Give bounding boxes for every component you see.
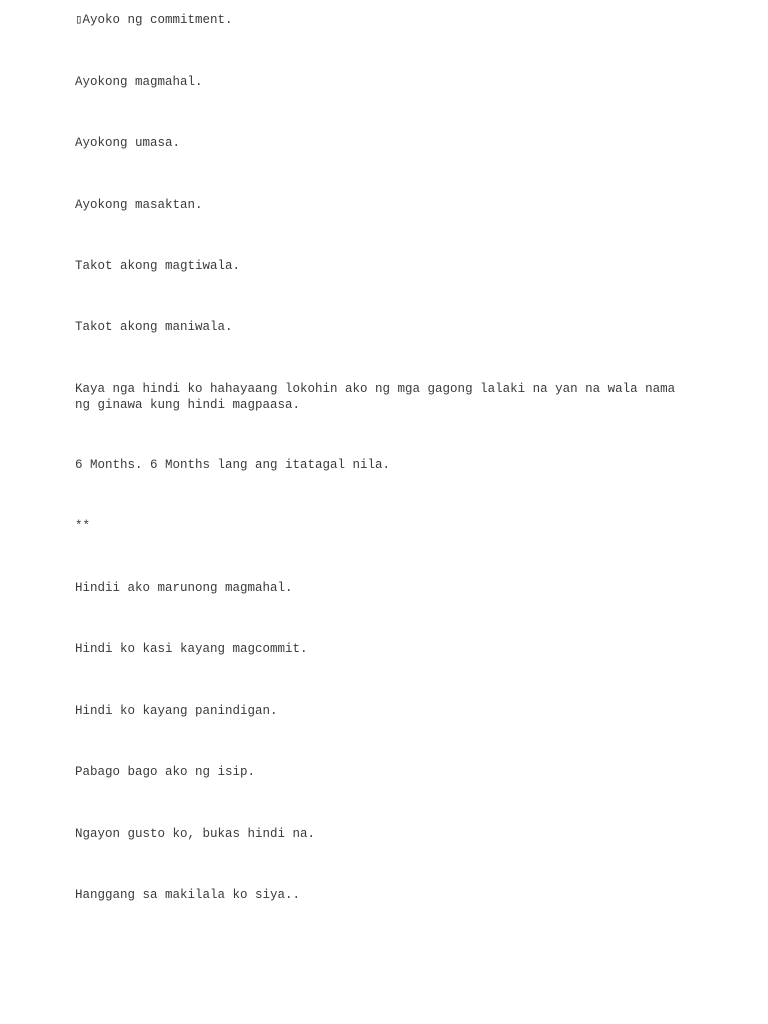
paragraph-12: Pabago bago ako ng isip. [75,765,256,779]
paragraph-8: 6 Months. 6 Months lang ang itatagal nila. [75,458,391,472]
paragraph-9: Hindii ako marunong magmahal. [75,581,293,595]
paragraph-3: Ayokong umasa. [75,136,181,150]
paragraph-1: ▯Ayoko ng commitment. [75,13,233,27]
paragraph-10: Hindi ko kasi kayang magcommit. [75,642,308,656]
paragraph-4: Ayokong masaktan. [75,198,203,212]
paragraph-2: Ayokong magmahal. [75,75,203,89]
paragraph-14: Hanggang sa makilala ko siya.. [75,888,301,902]
paragraph-6: Takot akong maniwala. [75,320,233,334]
paragraph-7: Kaya nga hindi ko hahayaang lokohin ako ng mga gagong lalaki na yan na wala nama ng ginawa kung hindi magpaasa. [75,382,683,412]
document-page [75,0,695,1024]
paragraph-11: Hindi ko kayang panindigan. [75,704,278,718]
separator-asterisks: ** [75,519,91,533]
paragraph-5: Takot akong magtiwala. [75,259,241,273]
paragraph-13: Ngayon gusto ko, bukas hindi na. [75,827,316,841]
